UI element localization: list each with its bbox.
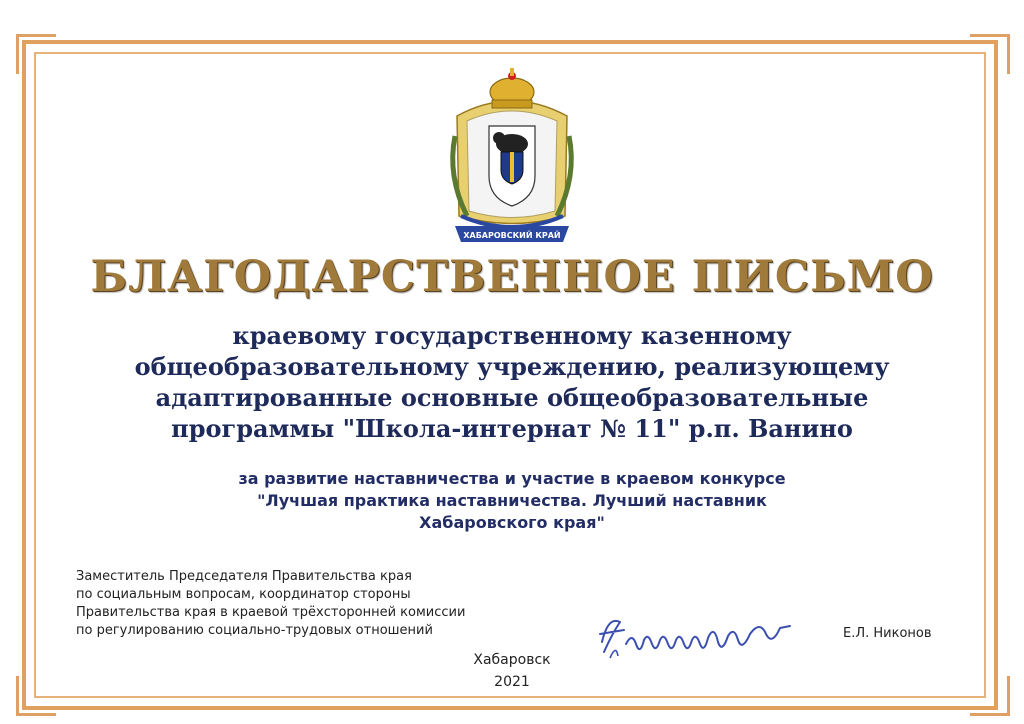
signer-name: Е.Л. Никонов xyxy=(843,626,932,641)
recipient-block xyxy=(0,320,1024,444)
reason-line: "Лучшая практика наставничества. Лучший наставник xyxy=(257,491,767,510)
document-title: БЛАГОДАРСТВЕННОЕ ПИСЬМО xyxy=(90,252,934,302)
document-city: Хабаровск xyxy=(473,652,551,668)
recipient-line: общеобразовательному учреждению, реализующему xyxy=(134,352,890,381)
document-year: 2021 xyxy=(494,674,530,690)
frame-corner xyxy=(16,34,56,74)
signer-position xyxy=(76,568,465,640)
emblem-ribbon-text: ХАБАРОВСКИЙ КРАЙ xyxy=(463,231,561,240)
frame-corner xyxy=(970,34,1010,74)
signer-position-line: по социальным вопросам, координатор стороны xyxy=(76,587,411,602)
signer-position-line: Заместитель Председателя Правительства края xyxy=(76,569,412,584)
recipient-line: программы "Школа-интернат № 11" р.п. Ванино xyxy=(171,414,853,443)
reason-block xyxy=(0,468,1024,534)
recipient-line: адаптированные основные общеобразовательные xyxy=(155,383,869,412)
recipient-line: краевому государственному казенному xyxy=(232,321,792,350)
khabarovsk-krai-coat-of-arms-icon xyxy=(437,66,587,246)
signer-position-line: по регулированию социально-трудовых отношений xyxy=(76,623,433,638)
reason-line: Хабаровского края" xyxy=(419,513,605,532)
signer-position-line: Правительства края в краевой трёхсторонней комиссии xyxy=(76,605,466,620)
reason-line: за развитие наставничества и участие в краевом конкурсе xyxy=(238,469,786,488)
